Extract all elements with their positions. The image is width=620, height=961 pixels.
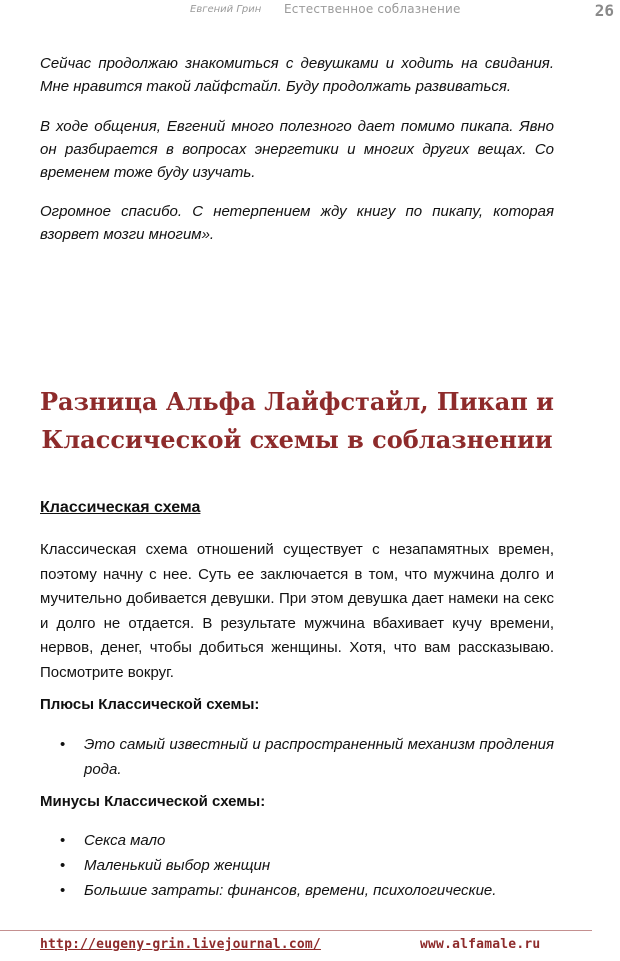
pros-list: [40, 732, 554, 782]
list-item: [40, 732, 554, 782]
header-author: Евгений Грин: [190, 4, 262, 15]
quote-paragraph-1: Сейчас продолжаю знакомиться с девушками и ходить на свидания. Мне нравится такой лайфстайл. Буду продолжать развиваться.: [40, 55, 554, 95]
cons-item-text: Секса мало: [84, 832, 166, 849]
section-title-line-1: Разница Альфа Лайфстайл, Пикап и: [40, 387, 554, 416]
footer-divider: [0, 930, 592, 931]
list-item: [40, 828, 554, 853]
footer-livejournal-link[interactable]: http://eugeny-grin.livejournal.com/: [40, 937, 321, 952]
cons-list: [40, 828, 554, 903]
section-title: [40, 383, 554, 459]
quote-paragraph-3: Огромное спасибо. С нетерпением жду книгу по пикапу, которая взорвет мозги многим».: [40, 203, 554, 243]
footer-site-link[interactable]: www.alfamale.ru: [420, 937, 541, 952]
bullet-icon: •: [60, 832, 66, 849]
section-title-line-2: Классической схемы в соблазнении: [41, 425, 553, 454]
pros-item-text: Это самый известный и распространенный механизм продления рода.: [84, 736, 554, 778]
subheading-classic-scheme: Классическая схема: [40, 499, 201, 516]
cons-item-text: Маленький выбор женщин: [84, 857, 271, 874]
cons-item-text: Большие затраты: финансов, времени, психологические.: [84, 882, 497, 899]
header-book-title: Естественное соблазнение: [284, 2, 461, 16]
page-number: 26: [594, 1, 614, 20]
bullet-icon: •: [60, 857, 66, 874]
list-item: [40, 853, 554, 878]
classic-scheme-paragraph: Классическая схема отношений существует с незапамятных времен, поэтому начну с нее. Суть ее заключается в том, что мужчина долго и мучительно добивается девушки. При этом девушка дает намеки на секс и долго не отдается. В результате мужчина вбахивает кучу времени, нервов, денег, чтобы добиться женщины. Хотя, что вам рассказываю. Посмотрите вокруг.: [40, 541, 554, 681]
bullet-icon: •: [60, 736, 66, 753]
page-header: [0, 0, 620, 22]
pros-label: Плюсы Классической схемы:: [40, 696, 260, 713]
list-item: [40, 878, 554, 903]
cons-label: Минусы Классической схемы:: [40, 793, 266, 810]
quote-paragraph-2: В ходе общения, Евгений много полезного дает помимо пикапа. Явно он разбирается в вопросах энергетики и многих других вещах. Со временем тоже буду изучать.: [40, 118, 554, 181]
bullet-icon: •: [60, 882, 66, 899]
